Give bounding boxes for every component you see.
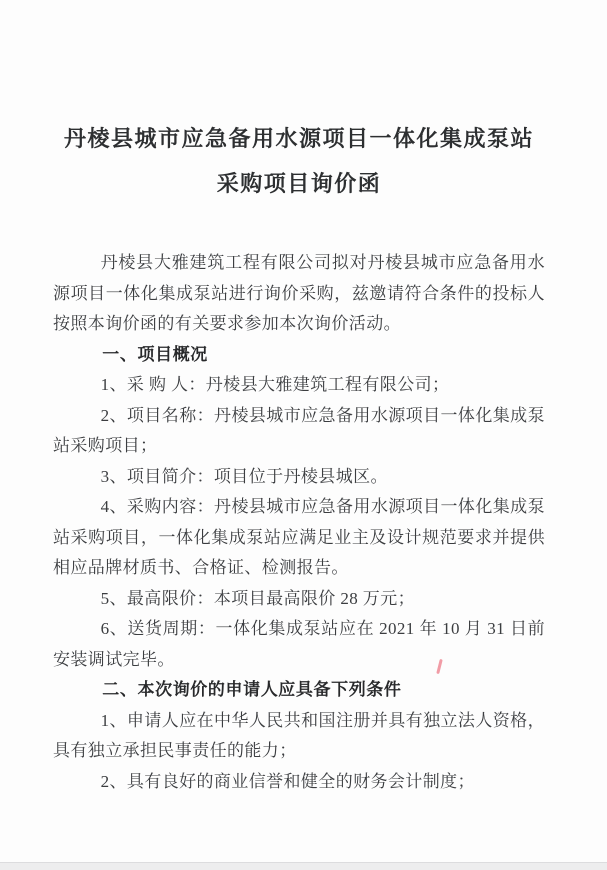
intro-paragraph: 丹棱县大雅建筑工程有限公司拟对丹棱县城市应急备用水源项目一体化集成泵站进行询价采购，兹邀请符合条件的投标人按照本询价函的有关要求参加本次询价活动。	[53, 253, 545, 333]
section1-item-3: 3、项目简介：项目位于丹棱县城区。	[100, 466, 388, 486]
section2-heading: 二、本次询价的申请人应具备下列条件	[102, 680, 402, 699]
section1-item-5: 5、最高限价：本项目最高限价 28 万元；	[100, 588, 415, 608]
section1-item-1: 1、采 购 人：丹棱县大雅建筑工程有限公司；	[100, 375, 450, 394]
section2-item-1: 1、申请人应在中华人民共和国注册并具有独立法人资格，具有独立承担民事责任的能力；	[53, 710, 545, 760]
document-title-line1: 丹棱县城市应急备用水源项目一体化集成泵站	[63, 126, 534, 151]
section2-item-2: 2、具有良好的商业信誉和健全的财务会计制度；	[100, 771, 475, 791]
scan-edge-strip	[0, 862, 607, 870]
section1-item-2: 2、项目名称：丹棱县城市应急备用水源项目一体化集成泵站采购项目；	[53, 405, 545, 455]
document-title-line2: 采购项目询价函	[216, 171, 382, 196]
document-title	[53, 116, 545, 206]
section1-item-6: 6、送货周期：一体化集成泵站应在 2021 年 10 月 31 日前安装调试完毕。	[53, 619, 545, 669]
section1-item-4: 4、采购内容：丹棱县城市应急备用水源项目一体化集成泵站采购项目，一体化集成泵站应满足业主及设计规范要求并提供相应品牌材质书、合格证、检测报告。	[53, 497, 545, 577]
section1-heading: 一、项目概况	[102, 344, 208, 364]
document-content	[53, 116, 545, 797]
